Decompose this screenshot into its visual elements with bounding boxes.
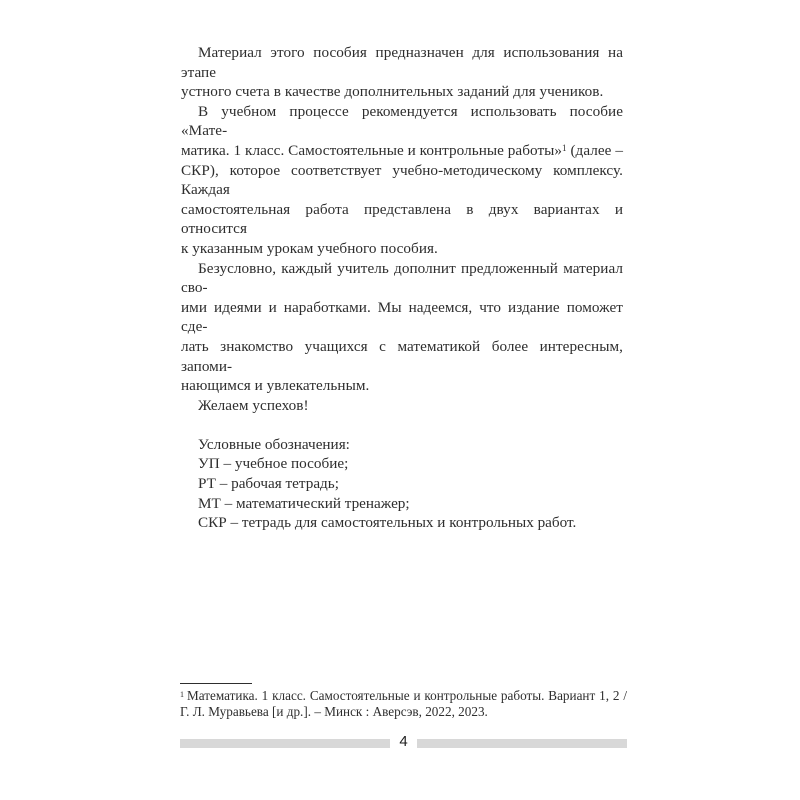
footnote	[180, 688, 627, 720]
legend-block	[181, 435, 623, 533]
legend-title: Условные обозначения:	[198, 435, 350, 453]
footnote-line: Г. Л. Муравьева [и др.]. – Минск : Аверсэв, 2022, 2023.	[180, 704, 488, 719]
text-line: устного счета в качестве дополнительных заданий для учеников.	[181, 83, 604, 101]
text-fragment: (далее –	[570, 141, 623, 159]
text-line: нающимся и увлекательным.	[181, 377, 370, 395]
paragraph-2	[181, 102, 623, 259]
footer-bar-right	[417, 739, 627, 748]
text-line: Безусловно, каждый учитель дополнит предложенный материал сво-	[181, 259, 623, 297]
legend-item: МТ – математический тренажер;	[198, 494, 410, 512]
text-fragment: матика. 1 класс. Самостоятельные и контрольные работы»	[181, 141, 563, 159]
text-line: СКР), которое соответствует учебно-методическому комплексу. Каждая	[181, 161, 623, 199]
footnote-mark: 1	[180, 690, 184, 699]
text-line: к указанным урокам учебного пособия.	[181, 239, 438, 257]
page-body	[181, 43, 623, 533]
text-line: Материал этого пособия предназначен для использования на этапе	[181, 44, 623, 81]
footnote-reference[interactable]: 1	[562, 142, 567, 153]
text-line: самостоятельная работа представлена в двух вариантах и относится	[181, 200, 623, 238]
paragraph-1	[181, 43, 623, 102]
footnote-line	[180, 688, 627, 704]
legend-item: СКР – тетрадь для самостоятельных и контрольных работ.	[198, 514, 577, 532]
paragraph-4	[181, 396, 623, 416]
text-line-with-footnote	[181, 141, 623, 161]
page-number: 4	[399, 733, 408, 750]
text-line: Желаем успехов!	[198, 396, 309, 414]
legend-item: РТ – рабочая тетрадь;	[198, 475, 339, 493]
text-line: В учебном процессе рекомендуется использовать пособие «Мате-	[181, 102, 623, 140]
footer-bar-left	[180, 739, 390, 748]
legend-item: УП – учебное пособие;	[198, 455, 349, 473]
footnote-divider	[180, 683, 252, 684]
text-line: ими идеями и наработками. Мы надеемся, что издание поможет сде-	[181, 298, 623, 336]
paragraph-3	[181, 259, 623, 396]
footnote-text: Математика. 1 класс. Самостоятельные и контрольные работы. Вариант 1, 2 /	[187, 688, 627, 703]
text-line: лать знакомство учащихся с математикой более интересным, запоми-	[181, 337, 623, 375]
